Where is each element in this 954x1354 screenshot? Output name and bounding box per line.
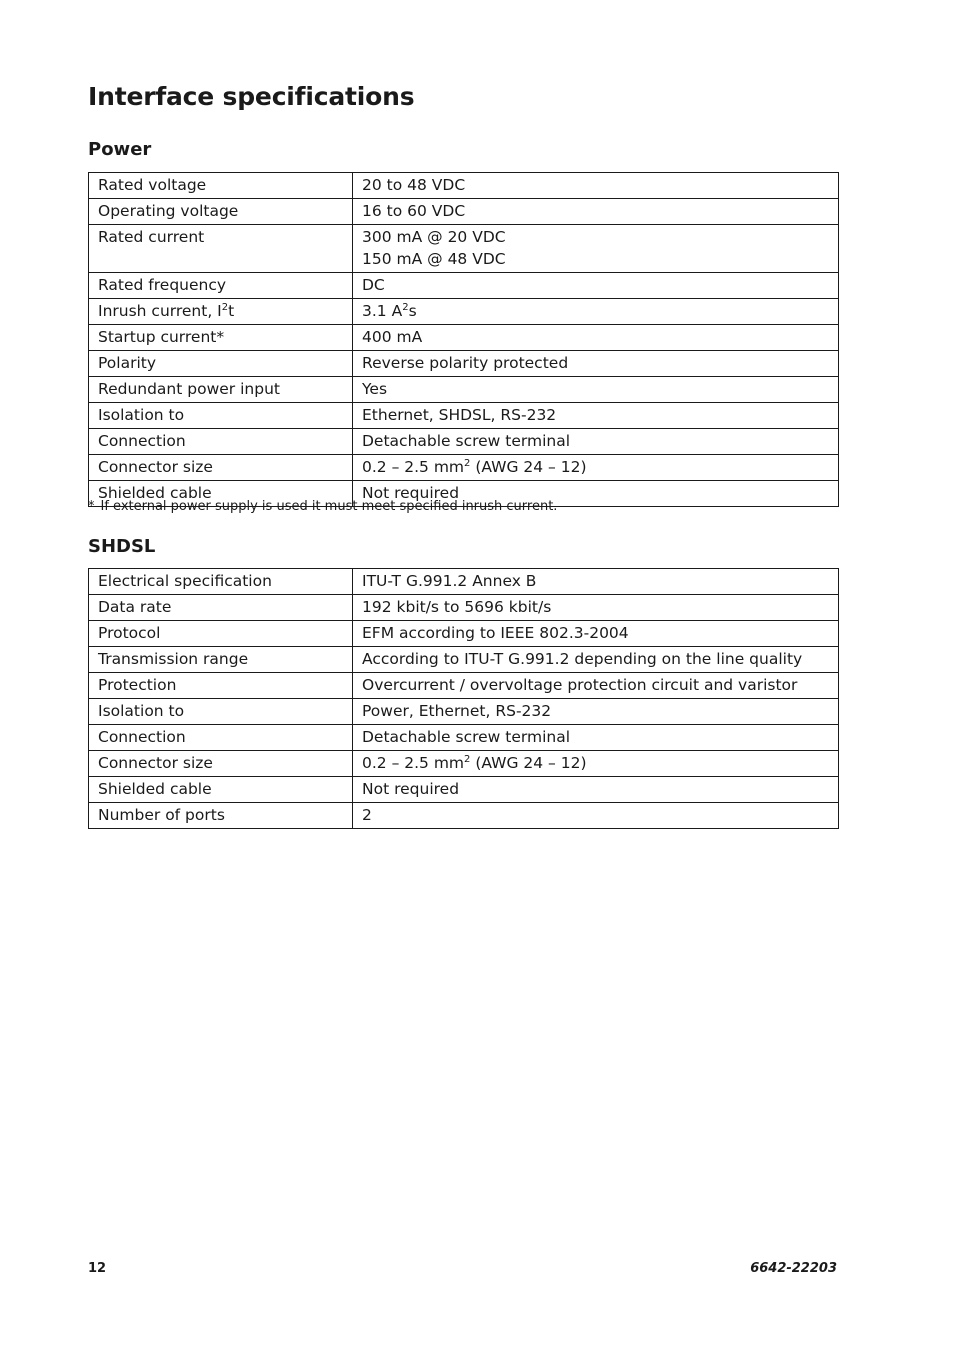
spec-label: Protocol (89, 621, 353, 647)
shdsl-spec-table (88, 568, 839, 829)
spec-value: 20 to 48 VDC (353, 173, 839, 199)
spec-label: Electrical specification (89, 569, 353, 595)
table-row (89, 699, 839, 725)
spec-value: Not required (353, 481, 839, 507)
spec-label: Rated frequency (89, 273, 353, 299)
superscript: 2 (464, 458, 471, 469)
spec-label: Shielded cable (89, 777, 353, 803)
spec-label-text: t (228, 302, 235, 320)
footnote-mark: * (88, 499, 95, 514)
table-row (89, 673, 839, 699)
spec-value: Not required (353, 777, 839, 803)
table-row (89, 647, 839, 673)
spec-value-text: s (408, 302, 417, 320)
spec-label: Shielded cable (89, 481, 353, 507)
spec-value: Detachable screw terminal (353, 725, 839, 751)
table-row (89, 273, 839, 299)
spec-value: 192 kbit/s to 5696 kbit/s (353, 595, 839, 621)
table-row (89, 751, 839, 777)
table-row (89, 199, 839, 225)
table-row (89, 351, 839, 377)
table-row (89, 803, 839, 829)
spec-label: Connection (89, 429, 353, 455)
spec-value-text: 0.2 – 2.5 mm (362, 458, 465, 476)
spec-value: 400 mA (353, 325, 839, 351)
power-spec-table (88, 172, 839, 507)
table-row (89, 225, 839, 273)
spec-label: Startup current* (89, 325, 353, 351)
spec-label: Connector size (89, 455, 353, 481)
section-heading-power: Power (88, 139, 152, 160)
table-row (89, 403, 839, 429)
spec-label: Isolation to (89, 699, 353, 725)
spec-value: 16 to 60 VDC (353, 199, 839, 225)
spec-label: Isolation to (89, 403, 353, 429)
document-number: 6642-22203 (750, 1261, 837, 1276)
table-row (89, 299, 839, 325)
spec-value: Overcurrent / overvoltage protection circuit and varistor (353, 673, 839, 699)
table-row (89, 569, 839, 595)
spec-label: Data rate (89, 595, 353, 621)
spec-value: According to ITU-T G.991.2 depending on the line quality (353, 647, 839, 673)
superscript: 2 (221, 302, 229, 313)
footnote (88, 499, 557, 514)
spec-label (89, 299, 353, 325)
table-row (89, 377, 839, 403)
spec-value-text: (AWG 24 – 12) (470, 754, 587, 772)
spec-value: Reverse polarity protected (353, 351, 839, 377)
spec-value: 2 (353, 803, 839, 829)
spec-label: Operating voltage (89, 199, 353, 225)
footnote-text: If external power supply is used it must meet specified inrush current. (100, 499, 558, 514)
table-row (89, 621, 839, 647)
spec-value-text: (AWG 24 – 12) (470, 458, 587, 476)
spec-value: ITU-T G.991.2 Annex B (353, 569, 839, 595)
table-row (89, 325, 839, 351)
table-row (89, 173, 839, 199)
spec-label: Connector size (89, 751, 353, 777)
spec-label: Connection (89, 725, 353, 751)
spec-value-text: 0.2 – 2.5 mm (362, 754, 465, 772)
spec-label: Rated current (89, 225, 353, 273)
table-row (89, 455, 839, 481)
spec-value: Yes (353, 377, 839, 403)
spec-value-text: 3.1 A (362, 302, 403, 320)
superscript: 2 (464, 754, 471, 765)
spec-value: Detachable screw terminal (353, 429, 839, 455)
spec-value: EFM according to IEEE 802.3-2004 (353, 621, 839, 647)
table-row (89, 725, 839, 751)
table-row (89, 777, 839, 803)
spec-label-text: Inrush current, I (98, 302, 222, 320)
spec-label: Number of ports (89, 803, 353, 829)
spec-label: Protection (89, 673, 353, 699)
spec-value: DC (353, 273, 839, 299)
page-title: Interface specifications (88, 82, 415, 111)
spec-value (353, 455, 839, 481)
spec-value: Ethernet, SHDSL, RS-232 (353, 403, 839, 429)
spec-label: Rated voltage (89, 173, 353, 199)
spec-value (353, 225, 839, 273)
spec-value-line: 300 mA @ 20 VDC (362, 228, 506, 246)
spec-label: Polarity (89, 351, 353, 377)
superscript: 2 (402, 302, 409, 313)
table-row (89, 595, 839, 621)
spec-value (353, 299, 839, 325)
spec-value-line: 150 mA @ 48 VDC (362, 250, 506, 268)
section-heading-shdsl: SHDSL (88, 536, 156, 557)
table-row (89, 429, 839, 455)
spec-value: Power, Ethernet, RS-232 (353, 699, 839, 725)
spec-label: Transmission range (89, 647, 353, 673)
spec-label: Redundant power input (89, 377, 353, 403)
spec-value (353, 751, 839, 777)
page-number: 12 (88, 1261, 107, 1276)
